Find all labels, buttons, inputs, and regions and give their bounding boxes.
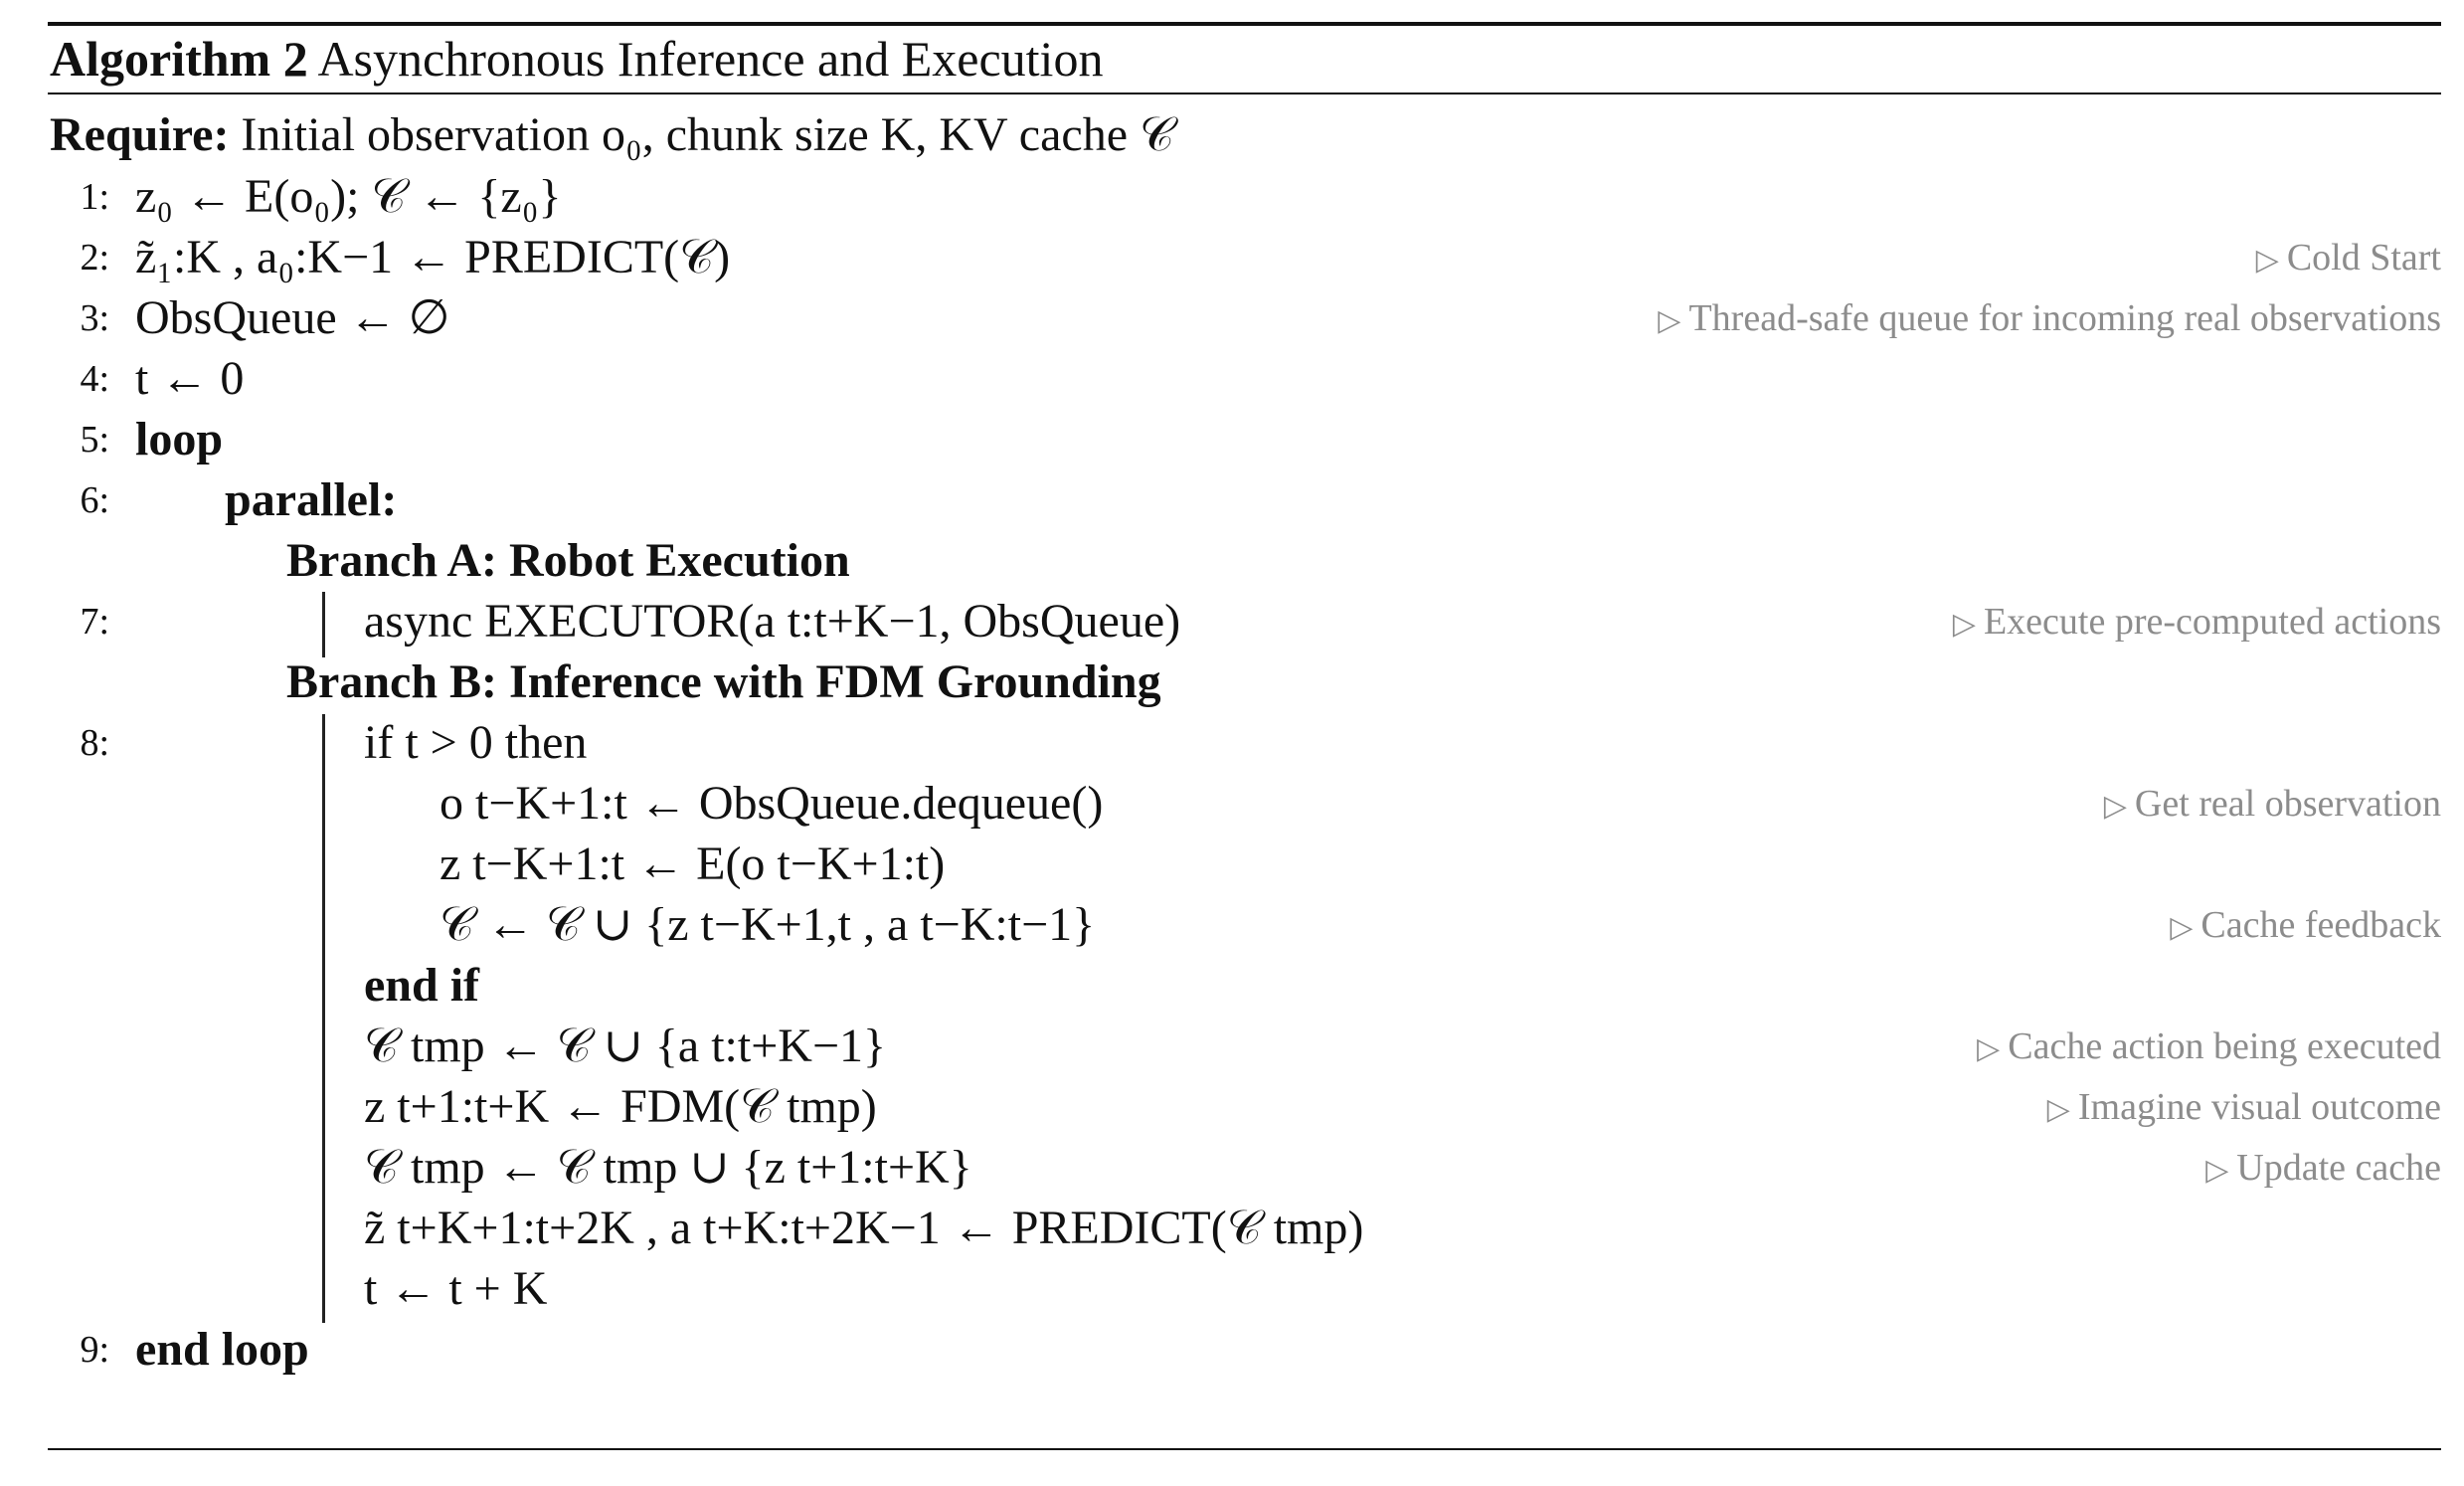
algorithm-line — [0, 713, 2464, 773]
comment-text: Imagine visual outcome — [2077, 1086, 2441, 1128]
comment-text: Cache action being executed — [2008, 1025, 2441, 1067]
algorithm-line — [0, 592, 2464, 651]
line-comment — [2104, 774, 2441, 836]
line-comment — [2256, 228, 2441, 290]
line-number: 9: — [80, 1329, 109, 1371]
line-code: z̃₁:K , a₀:K−1 ← PREDICT(𝒞) — [135, 231, 731, 283]
comment-triangle-icon: ▷ — [1952, 608, 1976, 641]
line-code: 𝒞 ← 𝒞 ∪ {z t−K+1,t , a t−K:t−1} — [440, 898, 1096, 951]
algorithm-line — [0, 349, 2464, 409]
line-code: ObsQueue ← ∅ — [135, 291, 450, 344]
algorithm-line — [0, 1017, 2464, 1076]
line-code: async EXECUTOR(a t:t+K−1, ObsQueue) — [364, 595, 1181, 648]
line-code: 𝒞 tmp ← 𝒞 ∪ {a t:t+K−1} — [364, 1020, 887, 1072]
line-code: z₀ ← E(o₀); 𝒞 ← {z₀} — [135, 170, 562, 223]
line-comment — [2205, 1138, 2441, 1201]
line-number: 1: — [80, 176, 109, 218]
algorithm-line — [0, 167, 2464, 227]
algorithm-line — [0, 895, 2464, 955]
require-label: Require: — [50, 108, 230, 161]
line-number: 8: — [80, 722, 109, 764]
comment-triangle-icon: ▷ — [2103, 790, 2127, 823]
line-code: Branch A: Robot Execution — [286, 534, 850, 587]
comment-triangle-icon: ▷ — [2205, 1154, 2229, 1187]
comment-text: Get real observation — [2134, 783, 2441, 825]
line-code: loop — [135, 413, 224, 465]
algorithm-line — [0, 1077, 2464, 1137]
comment-triangle-icon: ▷ — [1658, 304, 1681, 337]
algorithm-line — [0, 652, 2464, 712]
line-number: 7: — [80, 601, 109, 643]
comment-triangle-icon: ▷ — [2170, 911, 2194, 944]
algorithm-line — [0, 774, 2464, 834]
line-code: end if — [364, 959, 480, 1012]
comment-text: Execute pre-computed actions — [1983, 601, 2441, 643]
comment-triangle-icon: ▷ — [2255, 244, 2279, 277]
comment-triangle-icon: ▷ — [1977, 1032, 2001, 1065]
top-rule — [48, 22, 2441, 26]
line-code: 𝒞 tmp ← 𝒞 tmp ∪ {z t+1:t+K} — [364, 1141, 972, 1194]
comment-text: Thread-safe queue for incoming real observations — [1688, 297, 2441, 339]
algorithm-label: Algorithm 2 — [50, 31, 308, 87]
line-code: end loop — [135, 1323, 309, 1376]
line-comment — [1658, 288, 2441, 351]
line-comment — [2170, 895, 2441, 958]
algorithm-line — [0, 1259, 2464, 1319]
algorithm-line — [0, 1320, 2464, 1380]
line-code: t ← 0 — [135, 352, 245, 405]
algorithm-title — [50, 30, 1103, 88]
line-number: 3: — [80, 297, 109, 339]
algorithm-name: Asynchronous Inference and Execution — [317, 31, 1104, 87]
require-text: Initial observation o₀, chunk size K, KV cache 𝒞 — [241, 108, 1174, 161]
algorithm-line — [0, 288, 2464, 348]
line-comment — [1977, 1017, 2441, 1079]
algorithm-line — [0, 835, 2464, 894]
line-code: parallel: — [225, 473, 398, 526]
line-number: 6: — [80, 479, 109, 521]
line-code: z̃ t+K+1:t+2K , a t+K:t+2K−1 ← PREDICT(𝒞 tmp) — [364, 1202, 1364, 1254]
line-code: z t−K+1:t ← E(o t−K+1:t) — [440, 837, 946, 890]
line-comment — [2047, 1077, 2441, 1140]
algorithm-line — [0, 228, 2464, 287]
comment-text: Update cache — [2236, 1147, 2441, 1189]
bottom-rule — [48, 1448, 2441, 1450]
require-line — [0, 105, 2464, 165]
comment-triangle-icon: ▷ — [2046, 1093, 2070, 1126]
algorithm-line — [0, 410, 2464, 469]
algorithm-line — [0, 1138, 2464, 1198]
mid-rule — [48, 93, 2441, 94]
algorithm-line — [0, 470, 2464, 530]
line-comment — [1953, 592, 2441, 654]
line-code: Branch B: Inference with FDM Grounding — [286, 655, 1161, 708]
line-code: o t−K+1:t ← ObsQueue.dequeue() — [440, 777, 1104, 830]
algorithm-line — [0, 531, 2464, 591]
algorithm-line — [0, 1199, 2464, 1258]
comment-text: Cache feedback — [2200, 904, 2441, 946]
line-number: 4: — [80, 358, 109, 400]
algorithm-line — [0, 956, 2464, 1016]
line-number: 2: — [80, 237, 109, 279]
line-code: if t > 0 then — [364, 716, 588, 769]
line-number: 5: — [80, 419, 109, 461]
comment-text: Cold Start — [2286, 237, 2441, 279]
line-code: z t+1:t+K ← FDM(𝒞 tmp) — [364, 1080, 877, 1133]
line-code: t ← t + K — [364, 1262, 548, 1315]
